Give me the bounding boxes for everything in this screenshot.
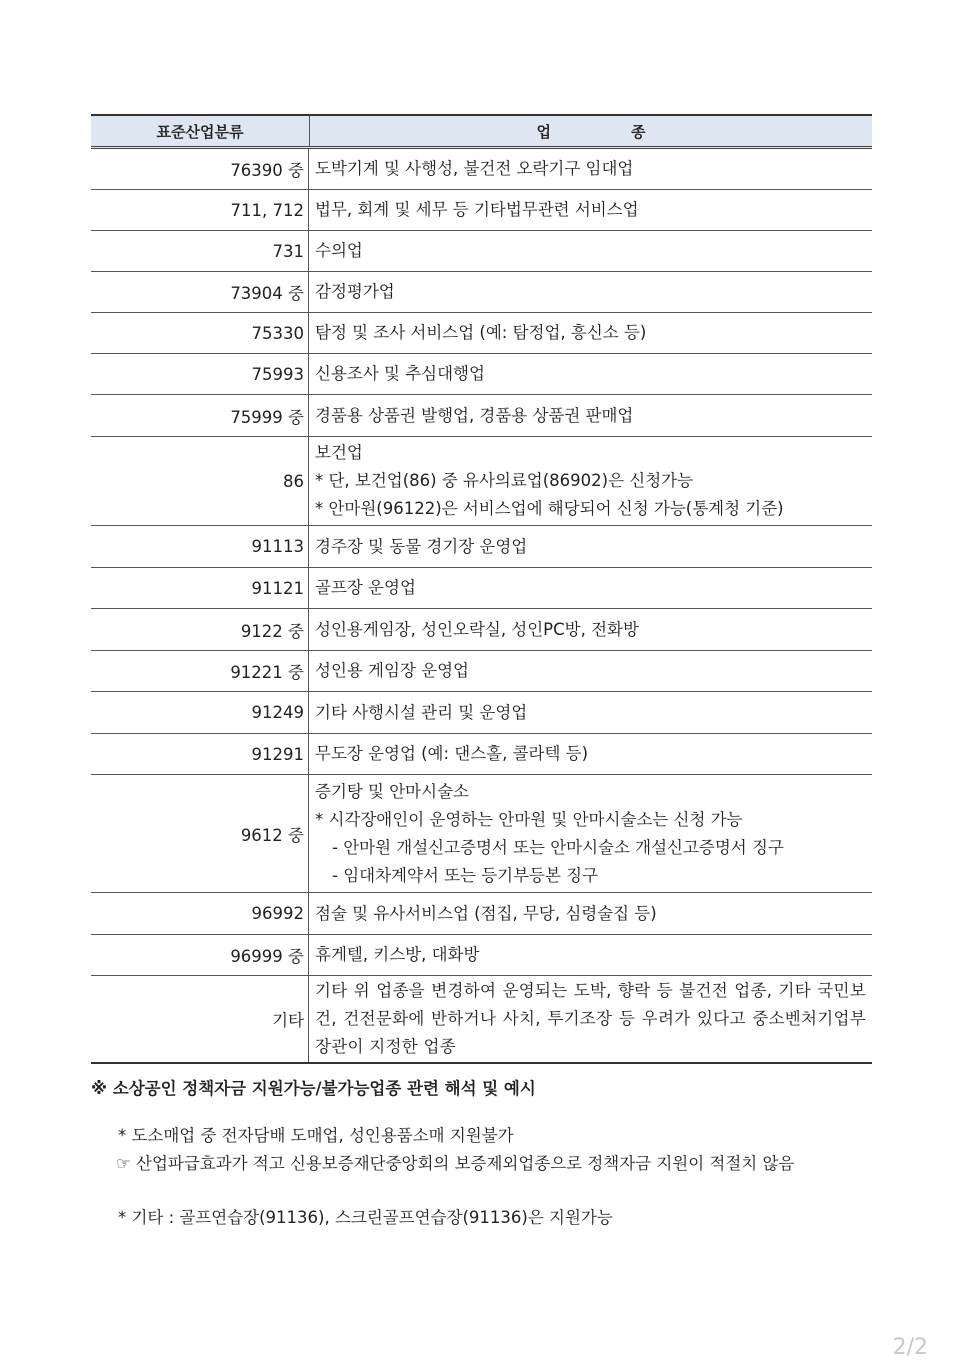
row-desc: 감정평가업	[315, 282, 395, 301]
row-desc: 점술 및 유사서비스업 (점집, 무당, 심령술집 등)	[315, 903, 657, 923]
row-code: 96992	[91, 893, 309, 934]
row-desc: 증기탕 및 안마시술소 * 시각장애인이 운영하는 안마원 및 안마시술소는 신청 가능 - 안마원 개설신고증명서 또는 안마시술소 개설신고증명서 징구 - 임대차계약서 또는 등기부등본 징구	[315, 781, 784, 885]
row-desc: 수의업	[315, 241, 363, 260]
row-desc: 기타 위 업종을 변경하여 운영되는 도박, 향락 등 불건전 업종, 기타 국민보건, 건전문화에 반하거나 사치, 투기조장 등 우려가 있다고 중소벤처기업부 장관이 지정한 업종	[315, 981, 866, 1056]
table-row	[91, 935, 872, 976]
table-row	[91, 609, 872, 651]
table-row	[91, 976, 872, 1062]
table-row	[91, 272, 872, 313]
row-desc: 경주장 및 동물 경기장 운영업	[315, 536, 528, 556]
row-desc: 법무, 회계 및 세무 등 기타법무관련 서비스업	[315, 200, 639, 219]
table-row	[91, 395, 872, 437]
row-code: 91291	[91, 734, 309, 774]
header-industry: 업 종	[536, 122, 646, 141]
table-row	[91, 231, 872, 272]
table-row	[91, 526, 872, 568]
row-desc: 도박기계 및 사행성, 불건전 오락기구 임대업	[315, 159, 634, 178]
row-code: 75330	[91, 313, 309, 353]
table-header	[91, 116, 872, 149]
row-code: 86	[91, 437, 309, 525]
row-code: 기타	[91, 976, 309, 1062]
industry-table	[91, 114, 872, 1064]
row-code: 91221 중	[91, 651, 309, 691]
header-classification: 표준산업분류	[91, 116, 310, 146]
row-code: 91249	[91, 692, 309, 733]
table-row	[91, 893, 872, 935]
row-code: 91113	[91, 526, 309, 567]
row-code: 731	[91, 231, 309, 271]
table-row	[91, 190, 872, 231]
table-row	[91, 313, 872, 354]
note-line: ☞ 산업파급효과가 적고 신용보증재단중앙회의 보증제외업종으로 정책자금 지원이 적절치 않음	[116, 1154, 795, 1173]
row-code: 91121	[91, 568, 309, 608]
row-desc: 성인용 게임장 운영업	[315, 661, 469, 680]
note-line: * 기타 : 골프연습장(91136), 스크린골프연습장(91136)은 지원가능	[118, 1208, 613, 1227]
row-desc: 경품용 상품권 발행업, 경품용 상품권 판매업	[315, 405, 634, 425]
table-row	[91, 568, 872, 609]
row-code: 711, 712	[91, 190, 309, 230]
note-line: * 도소매업 중 전자담배 도매업, 성인용품소매 지원불가	[118, 1126, 514, 1145]
table-row	[91, 437, 872, 526]
row-desc: 무도장 운영업 (예: 댄스홀, 콜라텍 등)	[315, 744, 589, 763]
row-desc: 탐정 및 조사 서비스업 (예: 탐정업, 흥신소 등)	[315, 323, 647, 342]
notes-title: ※ 소상공인 정책자금 지원가능/불가능업종 관련 해석 및 예시	[91, 1079, 536, 1098]
row-code: 75993	[91, 354, 309, 394]
table-row	[91, 354, 872, 395]
table-row	[91, 734, 872, 775]
table-row	[91, 149, 872, 190]
table-row	[91, 775, 872, 893]
page-indicator: 2/2	[892, 1335, 928, 1360]
row-desc: 신용조사 및 추심대행업	[315, 364, 485, 383]
row-code: 9122 중	[91, 609, 309, 650]
row-code: 9612 중	[91, 775, 309, 892]
table-row	[91, 651, 872, 692]
row-code: 96999 중	[91, 935, 309, 975]
row-code: 75999 중	[91, 395, 309, 436]
row-code: 76390 중	[91, 149, 309, 189]
table-row	[91, 692, 872, 734]
row-desc: 휴게텔, 키스방, 대화방	[315, 945, 480, 964]
row-desc: 골프장 운영업	[315, 578, 416, 597]
row-desc: 보건업 * 단, 보건업(86) 중 유사의료업(86902)은 신청가능 * 안마원(96122)은 서비스업에 해당되어 신청 가능(통계청 기준)	[315, 443, 784, 518]
row-desc: 성인용게임장, 성인오락실, 성인PC방, 전화방	[315, 619, 639, 639]
row-code: 73904 중	[91, 272, 309, 312]
row-desc: 기타 사행시설 관리 및 운영업	[315, 702, 528, 722]
